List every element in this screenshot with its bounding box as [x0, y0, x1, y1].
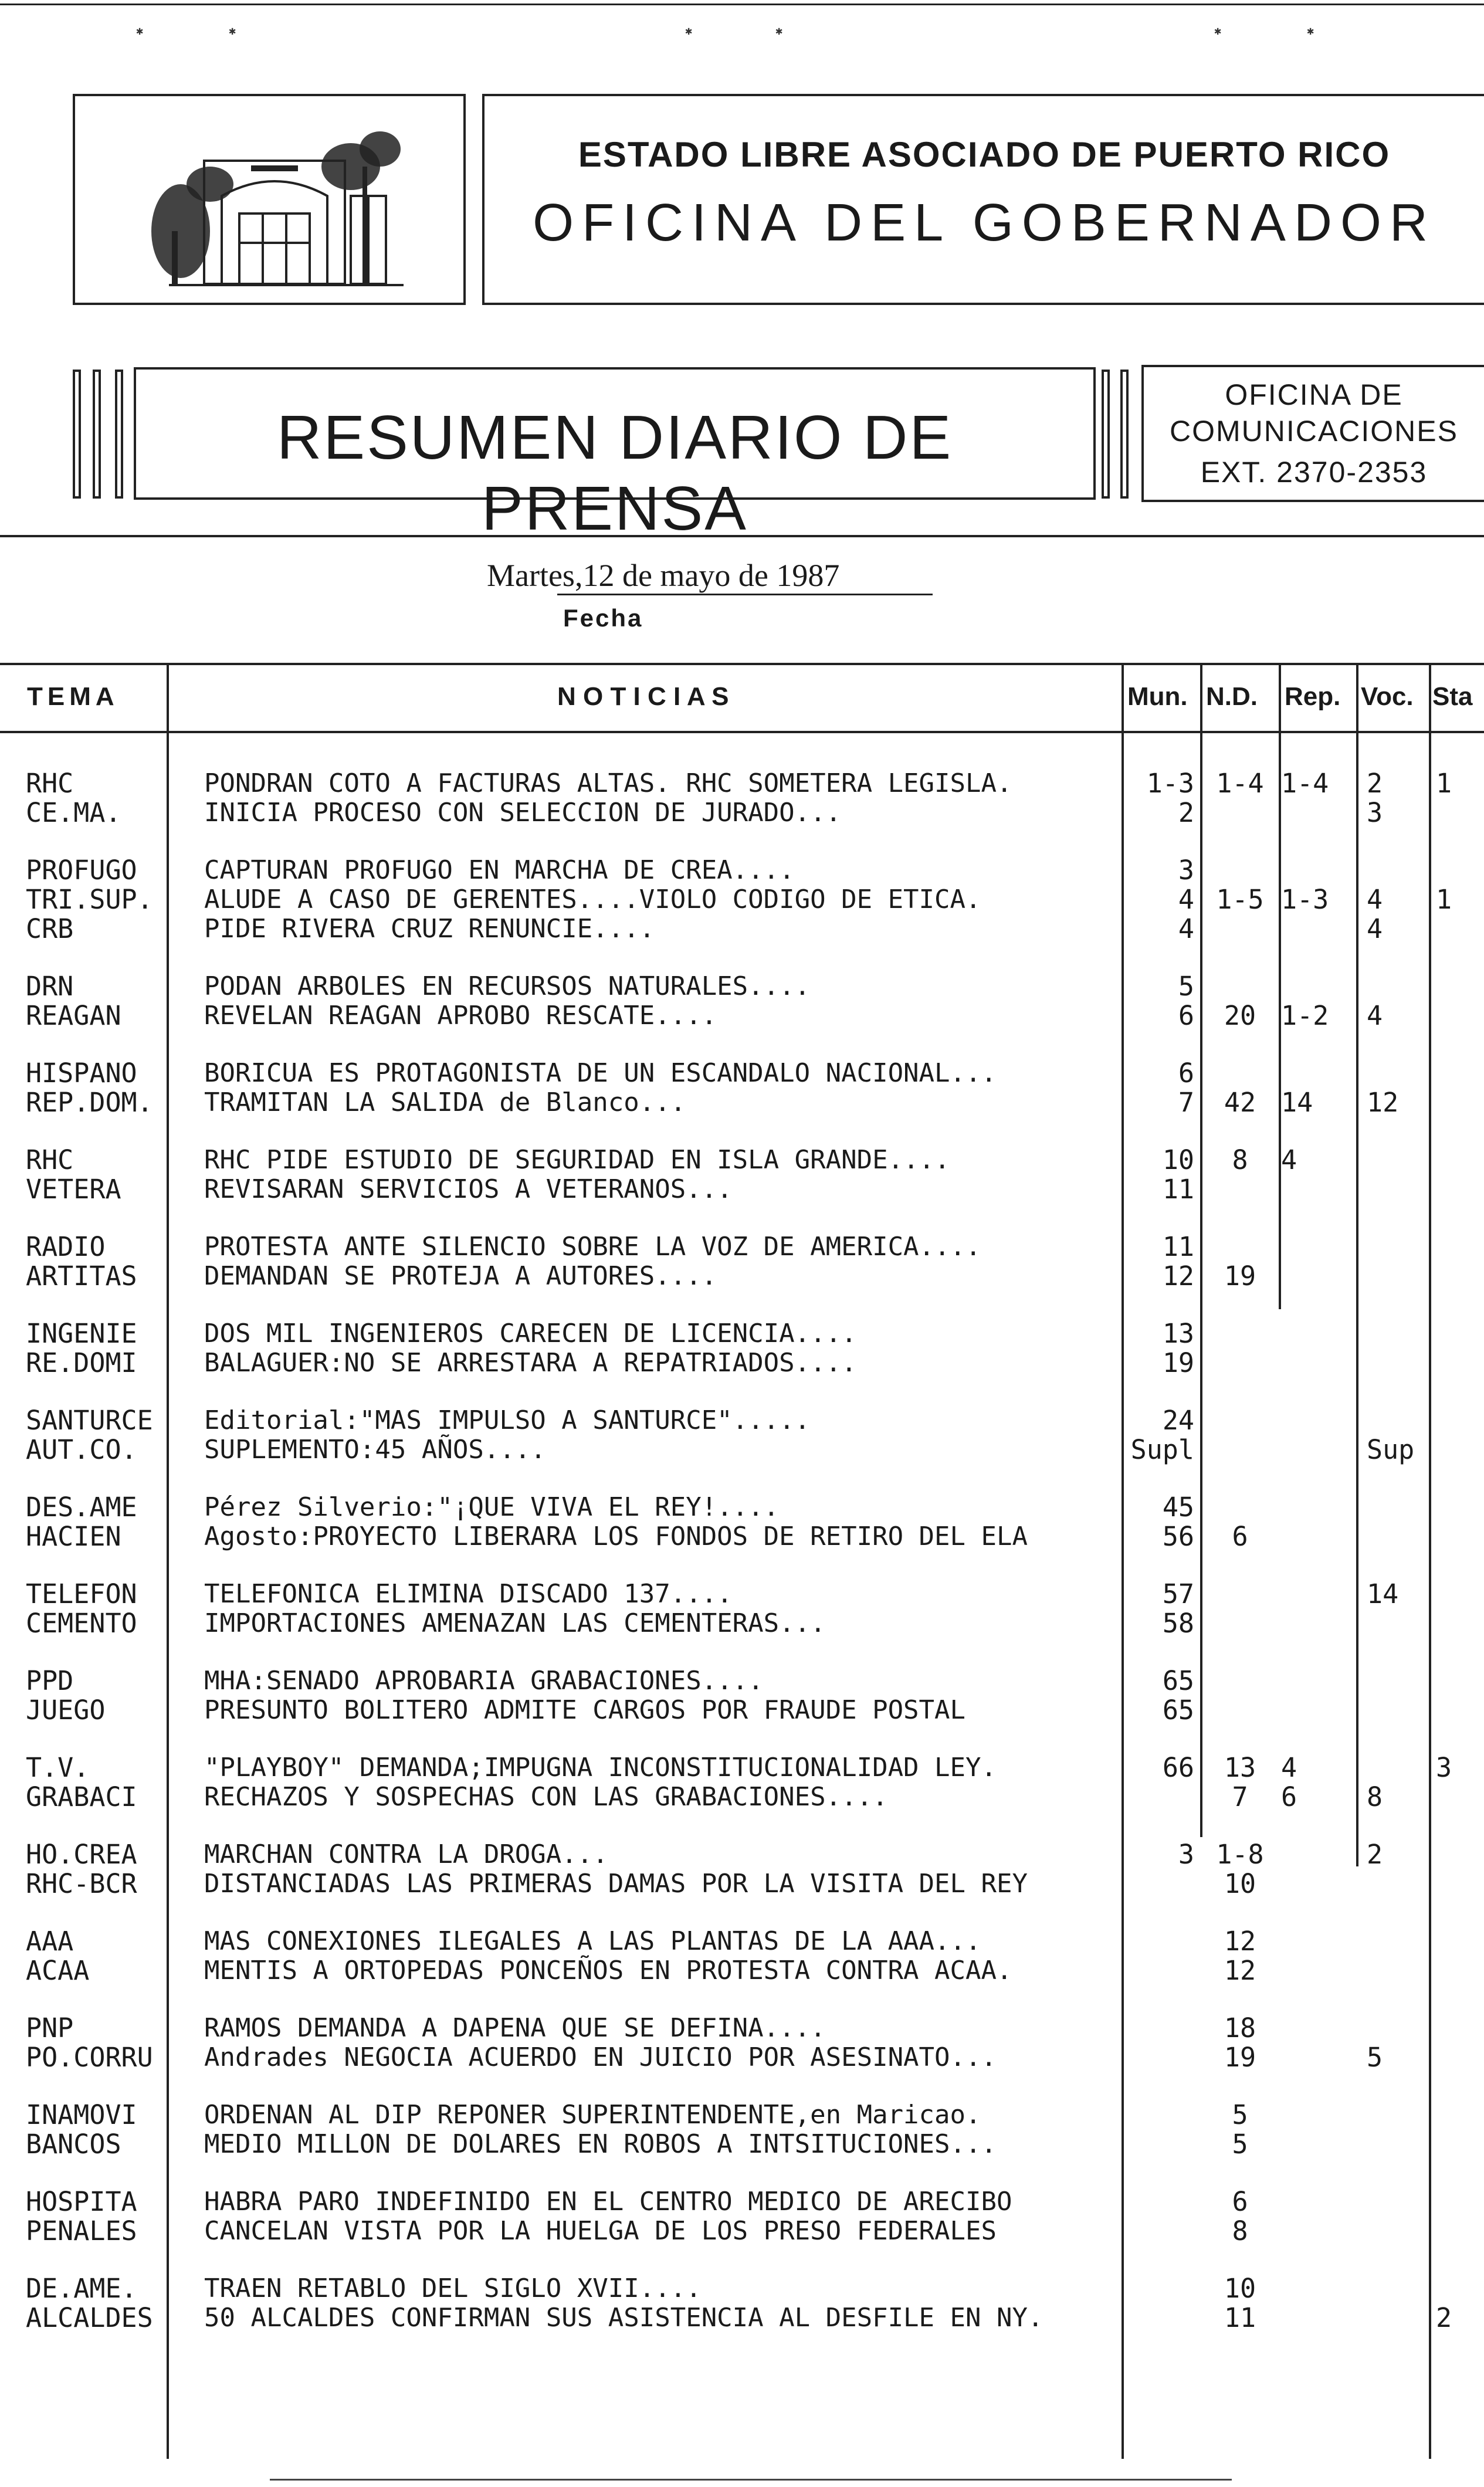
mun-cell: 10 [1162, 1144, 1194, 1175]
noticia-cell: RHC PIDE ESTUDIO DE SEGURIDAD EN ISLA GRANDE.... [204, 1145, 950, 1175]
mun-cell: 65 [1162, 1695, 1194, 1726]
noticia-cell: MENTIS A ORTOPEDAS PONCEÑOS EN PROTESTA CONTRA ACAA. [204, 1956, 1012, 1985]
scan-mark: ✱ [1307, 23, 1314, 38]
mun-cell: 12 [1162, 1261, 1194, 1292]
tema-cell: HISPANO [26, 1058, 137, 1089]
rep-cell: 1-2 [1281, 1000, 1329, 1031]
extension-label: EXT. 2370-2353 [1200, 456, 1428, 489]
tema-cell: AUT.CO. [26, 1434, 137, 1465]
scan-mark: ✱ [1214, 23, 1222, 38]
noticia-cell: REVELAN REAGAN APROBO RESCATE.... [204, 1001, 717, 1031]
nd-cell: 19 [1224, 1261, 1256, 1292]
decor-bar [93, 370, 101, 499]
decor-bar [115, 370, 123, 499]
sta-cell: 2 [1436, 2302, 1452, 2333]
noticia-cell: Agosto:PROYECTO LIBERARA LOS FONDOS DE RETIRO DEL ELA [204, 1522, 1028, 1551]
nd-cell: 10 [1224, 2273, 1256, 2304]
mun-cell: 3 [1178, 855, 1194, 886]
scan-mark: ✱ [136, 23, 144, 38]
tema-cell: JUEGO [26, 1695, 106, 1726]
noticia-cell: CAPTURAN PROFUGO EN MARCHA DE CREA.... [204, 855, 795, 885]
tema-cell: BANCOS [26, 2129, 121, 2160]
nd-cell: 5 [1232, 2099, 1248, 2130]
noticia-cell: "PLAYBOY" DEMANDA;IMPUGNA INCONSTITUCIONALIDAD LEY. [204, 1753, 997, 1783]
tema-cell: DES.AME [26, 1492, 137, 1523]
tema-cell: TRI.SUP. [26, 884, 153, 915]
nd-cell: 1-4 [1216, 768, 1264, 799]
voc-cell: 8 [1367, 1781, 1383, 1812]
tema-cell: GRABACI [26, 1781, 137, 1812]
noticia-cell: DOS MIL INGENIEROS CARECEN DE LICENCIA.... [204, 1319, 857, 1348]
sta-cell: 1 [1436, 884, 1452, 915]
tema-cell: HOSPITA [26, 2186, 137, 2217]
noticia-cell: MHA:SENADO APROBARIA GRABACIONES.... [204, 1666, 764, 1696]
noticia-cell: MEDIO MILLON DE DOLARES EN ROBOS A INTSITUCIONES... [204, 2129, 997, 2159]
tema-cell: CEMENTO [26, 1608, 137, 1639]
nd-cell: 6 [1232, 1521, 1248, 1552]
tema-cell: RHC [26, 768, 74, 799]
fecha-value: Martes,12 de mayo de 1987 [487, 558, 840, 593]
mun-cell: 1-3 [1146, 768, 1194, 799]
tema-cell: DRN [26, 971, 74, 1002]
mun-cell: Supl [1130, 1434, 1194, 1465]
mun-cell: 11 [1162, 1174, 1194, 1205]
tema-cell: SANTURCE [26, 1405, 153, 1436]
mun-cell: 4 [1178, 884, 1194, 915]
oficina-label: OFICINA DE [1225, 378, 1403, 411]
voc-cell: 2 [1367, 768, 1383, 799]
tema-cell: RADIO [26, 1231, 106, 1262]
tema-cell: HO.CREA [26, 1839, 137, 1870]
scan-mark: ✱ [685, 23, 693, 38]
decor-bar [73, 370, 81, 499]
rep-cell: 14 [1281, 1087, 1313, 1118]
tema-cell: RHC-BCR [26, 1868, 137, 1899]
noticia-cell: SUPLEMENTO:45 AÑOS.... [204, 1435, 546, 1465]
scan-mark: ✱ [775, 23, 783, 38]
tema-cell: PENALES [26, 2215, 137, 2247]
noticia-cell: CANCELAN VISTA POR LA HUELGA DE LOS PRESO FEDERALES [204, 2216, 997, 2246]
title-box [482, 94, 1484, 305]
mun-cell: 5 [1178, 971, 1194, 1002]
noticia-cell: REVISARAN SERVICIOS A VETERANOS... [204, 1174, 733, 1204]
voc-cell: 4 [1367, 1000, 1383, 1031]
tema-cell: CRB [26, 913, 74, 944]
tema-cell: ALCALDES [26, 2302, 153, 2333]
noticia-cell: BORICUA ES PROTAGONISTA DE UN ESCANDALO NACIONAL... [204, 1058, 997, 1088]
mun-cell: 7 [1178, 1087, 1194, 1118]
voc-cell: 5 [1367, 2042, 1383, 2073]
col-divider-voc [1429, 664, 1431, 2459]
noticia-cell: Andrades NEGOCIA ACUERDO EN JUICIO POR ASESINATO... [204, 2042, 997, 2072]
noticia-cell: PRESUNTO BOLITERO ADMITE CARGOS POR FRAUDE POSTAL [204, 1695, 966, 1725]
mun-cell: 6 [1178, 1000, 1194, 1031]
tema-cell: AAA [26, 1926, 74, 1957]
mun-cell: 65 [1162, 1665, 1194, 1696]
voc-cell: 12 [1367, 1087, 1399, 1118]
voc-cell: 2 [1367, 1839, 1383, 1870]
noticia-cell: Pérez Silverio:"¡QUE VIVA EL REY!.... [204, 1492, 780, 1522]
voc-cell: Sup [1367, 1434, 1415, 1465]
col-divider-tema [167, 664, 169, 2459]
col-divider-mun [1200, 664, 1202, 1837]
noticia-cell: ORDENAN AL DIP REPONER SUPERINTENDENTE,en Maricao. [204, 2100, 981, 2130]
nd-cell: 10 [1224, 1868, 1256, 1899]
voc-cell: 3 [1367, 797, 1383, 828]
nd-cell: 20 [1224, 1000, 1256, 1031]
tema-cell: ARTITAS [26, 1261, 137, 1292]
nd-cell: 1-8 [1216, 1839, 1264, 1870]
rep-cell: 1-3 [1281, 884, 1329, 915]
tema-cell: RHC [26, 1144, 74, 1175]
header-sta: Sta [1432, 682, 1473, 711]
noticia-cell: DEMANDAN SE PROTEJA A AUTORES.... [204, 1261, 717, 1291]
mun-cell: 2 [1178, 797, 1194, 828]
bottom-rule [270, 2479, 1232, 2481]
noticia-cell: TRAEN RETABLO DEL SIGLO XVII.... [204, 2273, 702, 2303]
logo-box [73, 94, 466, 305]
tema-cell: PO.CORRU [26, 2042, 153, 2073]
tema-cell: RE.DOMI [26, 1347, 137, 1378]
noticia-cell: HABRA PARO INDEFINIDO EN EL CENTRO MEDICO DE ARECIBO [204, 2187, 1012, 2217]
sta-cell: 1 [1436, 768, 1452, 799]
mun-cell: 13 [1162, 1318, 1194, 1349]
nd-cell: 42 [1224, 1087, 1256, 1118]
tema-cell: CE.MA. [26, 797, 121, 828]
mun-cell: 19 [1162, 1347, 1194, 1378]
noticia-cell: PIDE RIVERA CRUZ RENUNCIE.... [204, 914, 655, 944]
rep-cell: 1-4 [1281, 768, 1329, 799]
mun-cell: 24 [1162, 1405, 1194, 1436]
rep-cell: 4 [1281, 1144, 1297, 1175]
noticia-cell: BALAGUER:NO SE ARRESTARA A REPATRIADOS.... [204, 1348, 857, 1378]
fecha-underline [557, 594, 933, 595]
tema-cell: HACIEN [26, 1521, 121, 1552]
sta-cell: 3 [1436, 1752, 1452, 1783]
noticia-cell: IMPORTACIONES AMENAZAN LAS CEMENTERAS... [204, 1608, 826, 1638]
decor-bar [1102, 370, 1110, 499]
mun-cell: 56 [1162, 1521, 1194, 1552]
header-nd: N.D. [1206, 682, 1258, 711]
government-name: ESTADO LIBRE ASOCIADO DE PUERTO RICO [578, 135, 1391, 174]
document-title: RESUMEN DIARIO DE PRENSA [276, 403, 953, 543]
noticia-cell: TELEFONICA ELIMINA DISCADO 137.... [204, 1579, 733, 1609]
noticia-cell: RECHAZOS Y SOSPECHAS CON LAS GRABACIONES.... [204, 1782, 888, 1812]
tema-cell: TELEFON [26, 1578, 137, 1610]
rep-cell: 4 [1281, 1752, 1297, 1783]
nd-cell: 13 [1224, 1752, 1256, 1783]
mun-cell: 66 [1162, 1752, 1194, 1783]
noticia-cell: PROTESTA ANTE SILENCIO SOBRE LA VOZ DE AMERICA.... [204, 1232, 981, 1262]
tema-cell: ACAA [26, 1955, 90, 1986]
mun-cell: 3 [1178, 1839, 1194, 1870]
nd-cell: 19 [1224, 2042, 1256, 2073]
decor-bar [1120, 370, 1129, 499]
nd-cell: 8 [1232, 1144, 1248, 1175]
nd-cell: 5 [1232, 2129, 1248, 2160]
tema-cell: PROFUGO [26, 855, 137, 886]
voc-cell: 14 [1367, 1578, 1399, 1610]
voc-cell: 4 [1367, 913, 1383, 944]
office-name: OFICINA DEL GOBERNADOR [533, 194, 1436, 252]
noticia-cell: PODAN ARBOLES EN RECURSOS NATURALES.... [204, 971, 811, 1001]
tema-cell: T.V. [26, 1752, 90, 1783]
resumen-box [134, 367, 1096, 543]
noticia-cell: Editorial:"MAS IMPULSO A SANTURCE"..... [204, 1405, 811, 1435]
tema-cell: INAMOVI [26, 2099, 137, 2130]
noticia-cell: PONDRAN COTO A FACTURAS ALTAS. RHC SOMETERA LEGISLA. [204, 768, 1012, 798]
mun-cell: 11 [1162, 1231, 1194, 1262]
tema-cell: PPD [26, 1665, 74, 1696]
tema-cell: REP.DOM. [26, 1087, 153, 1118]
header-voc: Voc. [1361, 682, 1414, 711]
header-rule [0, 535, 1484, 537]
tema-cell: REAGAN [26, 1000, 121, 1031]
tema-cell: INGENIE [26, 1318, 137, 1349]
header-rep: Rep. [1285, 682, 1341, 711]
noticia-cell: MAS CONEXIONES ILEGALES A LAS PLANTAS DE LA AAA... [204, 1926, 981, 1956]
nd-cell: 6 [1232, 2186, 1248, 2217]
header-noticias: N O T I C I A S [557, 682, 729, 711]
nd-cell: 11 [1224, 2302, 1256, 2333]
nd-cell: 8 [1232, 2215, 1248, 2247]
noticia-cell: 50 ALCALDES CONFIRMAN SUS ASISTENCIA AL DESFILE EN NY. [204, 2303, 1043, 2333]
tema-cell: DE.AME. [26, 2273, 137, 2304]
comunicaciones-label: COMUNICACIONES [1170, 415, 1458, 448]
nd-cell: 12 [1224, 1926, 1256, 1957]
mun-cell: 57 [1162, 1578, 1194, 1610]
tema-cell: VETERA [26, 1174, 121, 1205]
noticia-cell: TRAMITAN LA SALIDA de Blanco... [204, 1087, 686, 1117]
table-top-rule [0, 663, 1484, 665]
tema-cell: PNP [26, 2012, 74, 2044]
noticia-cell: RAMOS DEMANDA A DAPENA QUE SE DEFINA.... [204, 2013, 826, 2043]
noticia-cell: INICIA PROCESO CON SELECCION DE JURADO... [204, 798, 842, 828]
header-tema: TEMA [27, 682, 119, 711]
fortaleza-logo-icon [75, 96, 463, 303]
noticia-cell: MARCHAN CONTRA LA DROGA... [204, 1839, 608, 1869]
mun-cell: 58 [1162, 1608, 1194, 1639]
col-divider-rep [1356, 664, 1358, 1866]
nd-cell: 1-5 [1216, 884, 1264, 915]
col-divider-nd [1279, 664, 1281, 1309]
scan-mark: ✱ [229, 23, 236, 38]
header-mun: Mun. [1127, 682, 1188, 711]
rep-cell: 6 [1281, 1781, 1297, 1812]
noticia-cell: ALUDE A CASO DE GERENTES....VIOLO CODIGO DE ETICA. [204, 885, 981, 914]
nd-cell: 12 [1224, 1955, 1256, 1986]
nd-cell: 7 [1232, 1781, 1248, 1812]
table-header-rule [0, 731, 1484, 733]
mun-cell: 6 [1178, 1058, 1194, 1089]
mun-cell: 4 [1178, 913, 1194, 944]
nd-cell: 18 [1224, 2012, 1256, 2044]
noticia-cell: DISTANCIADAS LAS PRIMERAS DAMAS POR LA VISITA DEL REY [204, 1869, 1028, 1899]
top-rule [0, 4, 1484, 5]
mun-cell: 45 [1162, 1492, 1194, 1523]
fecha-label: Fecha [563, 604, 643, 632]
comunicaciones-box [1141, 365, 1484, 502]
voc-cell: 4 [1367, 884, 1383, 915]
